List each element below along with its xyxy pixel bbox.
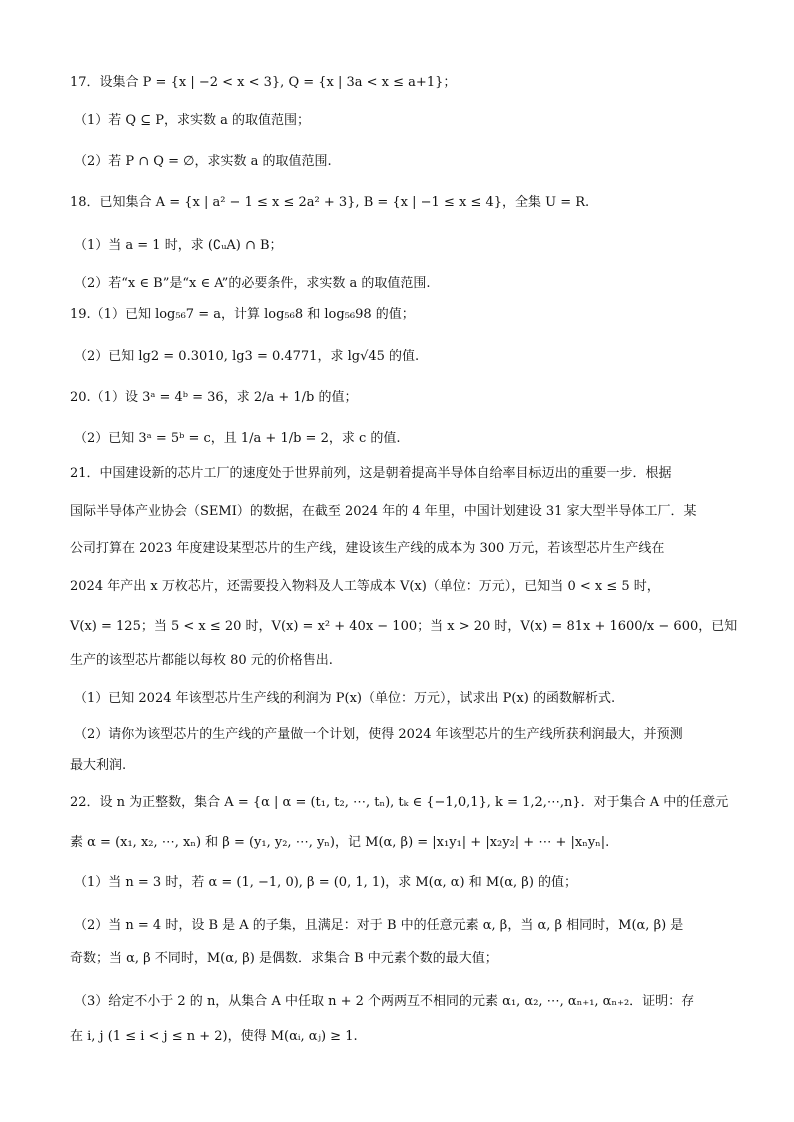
problem-20-part-2: （2）已知 3ᵃ = 5ᵇ = c，且 1/a + 1/b = 2，求 c 的值. [74,431,401,446]
problem-21-line-3: 公司打算在 2023 年度建设某型芯片的生产线，建设该生产线的成本为 300 万元，若该型芯片生产线在 [70,541,665,556]
problem-17-stem: 17．设集合 P = {x | −2 < x < 3}, Q = {x | 3a < x ≤ a+1}； [70,75,457,90]
problem-18-part-2: （2）若“x ∈ B”是“x ∈ A”的必要条件，求实数 a 的取值范围. [74,276,431,291]
problem-18-part-1: （1）当 a = 1 时，求 (∁ᵤA) ∩ B； [74,238,283,253]
problem-21-line-6: 生产的该型芯片都能以每枚 80 元的价格售出. [70,653,333,668]
problem-21-line-5: V(x) = 125；当 5 < x ≤ 20 时，V(x) = x² + 40x − 100；当 x > 20 时，V(x) = 81x + 1600/x − 600，已知 [70,619,738,634]
problem-17-part-2: （2）若 P ∩ Q = ∅，求实数 a 的取值范围. [74,154,332,169]
problem-18-stem: 18．已知集合 A = {x | a² − 1 ≤ x ≤ 2a² + 3}, B = {x | −1 ≤ x ≤ 4}，全集 U = R. [70,195,590,210]
problem-21-part-1: （1）已知 2024 年该型芯片生产线的利润为 P(x)（单位：万元），试求出 P(x) 的函数解析式. [74,691,616,706]
problem-21-part-2: （2）请你为该型芯片的生产线的产量做一个计划，使得 2024 年该型芯片的生产线所获利润最大，并预测 [74,727,683,742]
problem-22-part-3: （3）给定不小于 2 的 n，从集合 A 中任取 n + 2 个两两互不相同的元素 α₁, α₂, ⋯, αₙ₊₁, αₙ₊₂．证明：存 [74,994,695,1009]
problem-22-line-2: 素 α = (x₁, x₂, ⋯, xₙ) 和 β = (y₁, y₂, ⋯, yₙ)，记 M(α, β) = |x₁y₁| + |x₂y₂| + ⋯ + |xₙyₙ|. [70,835,610,850]
problem-22-part-1: （1）当 n = 3 时，若 α = (1, −1, 0), β = (0, 1, 1)，求 M(α, α) 和 M(α, β) 的值； [74,875,578,890]
problem-17-part-1: （1）若 Q ⊆ P，求实数 a 的取值范围； [74,113,310,128]
problem-19-part-2: （2）已知 lg2 = 0.3010, lg3 = 0.4771，求 lg√45 的值. [74,349,420,364]
problem-21-line-4: 2024 年产出 x 万枚芯片，还需要投入物料及人工等成本 V(x)（单位：万元），已知当 0 < x ≤ 5 时， [70,579,660,594]
problem-21-line-1: 21．中国建设新的芯片工厂的速度处于世界前列，这是朝着提高半导体自给率目标迈出的重要一步．根据 [70,466,672,481]
problem-22-line-1: 22．设 n 为正整数，集合 A = {α | α = (t₁, t₂, ⋯, tₙ), tₖ ∈ {−1,0,1}, k = 1,2,⋯,n}．对于集合 A 中的任意元 [70,795,729,810]
problem-22-part-2: （2）当 n = 4 时，设 B 是 A 的子集，且满足：对于 B 中的任意元素 α, β，当 α, β 相同时，M(α, β) 是 [74,918,684,933]
problem-22-part-2-cont: 奇数；当 α, β 不同时，M(α, β) 是偶数．求集合 B 中元素个数的最大值； [70,951,498,966]
problem-20-part-1: 20.（1）设 3ᵃ = 4ᵇ = 36，求 2/a + 1/b 的值； [70,390,358,405]
problem-21-line-2: 国际半导体产业协会（SEMI）的数据，在截至 2024 年的 4 年里，中国计划建设 31 家大型半导体工厂．某 [70,504,697,519]
problem-21-part-2-cont: 最大利润. [70,758,127,773]
problem-22-part-3-cont: 在 i, j (1 ≤ i < j ≤ n + 2)，使得 M(αᵢ, αⱼ) ≥ 1. [70,1029,358,1044]
problem-19-part-1: 19.（1）已知 log₅₆7 = a，计算 log₅₆8 和 log₅₆98 的值； [70,307,415,322]
